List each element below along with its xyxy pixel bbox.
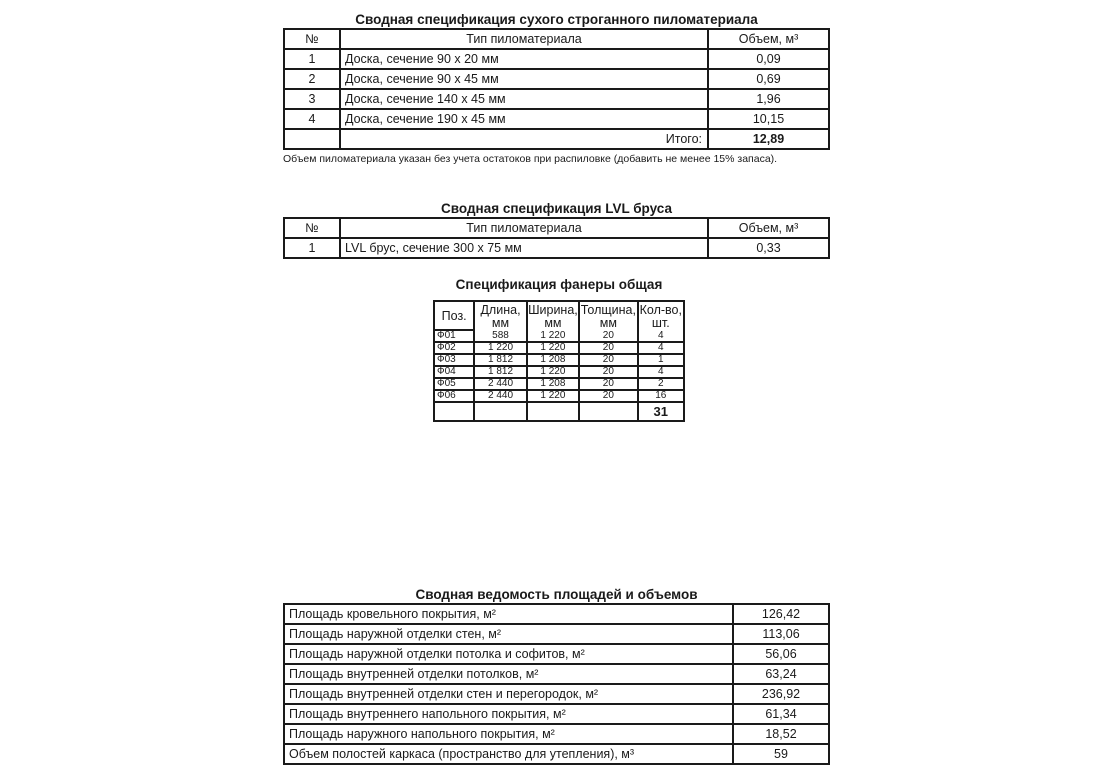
row-label: Площадь наружного напольного покрытия, м² bbox=[284, 724, 733, 744]
cell-volume: 1,96 bbox=[708, 89, 829, 109]
table-row bbox=[434, 330, 684, 342]
cell-pos: Ф01 bbox=[434, 330, 474, 342]
areas-volumes-table bbox=[283, 603, 830, 765]
header-line2: мм bbox=[475, 317, 525, 329]
row-label: Объем полостей каркаса (пространство для утепления), м³ bbox=[284, 744, 733, 764]
row-label: Площадь внутренней отделки стен и перегородок, м² bbox=[284, 684, 733, 704]
header-line2: мм bbox=[528, 317, 578, 329]
cell-empty bbox=[434, 402, 474, 421]
table-row bbox=[284, 89, 829, 109]
cell-length: 1 812 bbox=[474, 354, 526, 366]
column-header-qty bbox=[638, 301, 684, 330]
cell-num: 1 bbox=[284, 238, 340, 258]
cell-type: LVL брус, сечение 300 x 75 мм bbox=[340, 238, 708, 258]
cell-width: 1 220 bbox=[527, 330, 579, 342]
cell-volume: 0,69 bbox=[708, 69, 829, 89]
column-header-volume: Объем, м³ bbox=[708, 29, 829, 49]
table-row bbox=[284, 49, 829, 69]
table-row bbox=[434, 390, 684, 402]
cell-type: Доска, сечение 90 x 20 мм bbox=[340, 49, 708, 69]
lumber-note: Объем пиломатериала указан без учета остатоков при распиловке (добавить не менее 15% запаса). bbox=[283, 153, 778, 165]
lvl-spec-title: Сводная спецификация LVL бруса bbox=[441, 201, 672, 216]
lvl-spec-table bbox=[283, 217, 830, 259]
total-value: 12,89 bbox=[708, 129, 829, 149]
cell-pos: Ф03 bbox=[434, 354, 474, 366]
cell-length: 2 440 bbox=[474, 390, 526, 402]
column-header-type: Тип пиломатериала bbox=[340, 218, 708, 238]
cell-pos: Ф05 bbox=[434, 378, 474, 390]
cell-qty: 4 bbox=[638, 330, 684, 342]
cell-width: 1 220 bbox=[527, 390, 579, 402]
table-row bbox=[284, 744, 829, 764]
cell-qty: 16 bbox=[638, 390, 684, 402]
cell-qty: 1 bbox=[638, 354, 684, 366]
row-label: Площадь наружной отделки потолка и софитов, м² bbox=[284, 644, 733, 664]
table-total-row bbox=[434, 402, 684, 421]
table-header-row bbox=[284, 29, 829, 49]
table-row bbox=[284, 664, 829, 684]
header-line1: Толщина, bbox=[580, 303, 636, 317]
lumber-spec-table bbox=[283, 28, 830, 150]
cell-type: Доска, сечение 90 x 45 мм bbox=[340, 69, 708, 89]
table-row bbox=[284, 684, 829, 704]
cell-thickness: 20 bbox=[579, 366, 637, 378]
cell-pos: Ф04 bbox=[434, 366, 474, 378]
table-row bbox=[434, 378, 684, 390]
cell-num: 3 bbox=[284, 89, 340, 109]
row-label: Площадь внутренней отделки потолков, м² bbox=[284, 664, 733, 684]
column-header-length bbox=[474, 301, 526, 330]
row-value: 59 bbox=[733, 744, 829, 764]
cell-length: 2 440 bbox=[474, 378, 526, 390]
cell-length: 588 bbox=[474, 330, 526, 342]
total-label: Итого: bbox=[340, 129, 708, 149]
cell-length: 1 220 bbox=[474, 342, 526, 354]
cell-thickness: 20 bbox=[579, 330, 637, 342]
row-value: 61,34 bbox=[733, 704, 829, 724]
cell-empty bbox=[284, 129, 340, 149]
table-row bbox=[284, 604, 829, 624]
cell-type: Доска, сечение 190 x 45 мм bbox=[340, 109, 708, 129]
column-header-width bbox=[527, 301, 579, 330]
cell-qty: 4 bbox=[638, 366, 684, 378]
cell-width: 1 220 bbox=[527, 366, 579, 378]
cell-num: 2 bbox=[284, 69, 340, 89]
header-line2: шт. bbox=[639, 317, 683, 329]
table-total-row bbox=[284, 129, 829, 149]
header-line1: Кол-во, bbox=[639, 303, 682, 317]
areas-volumes-title: Сводная ведомость площадей и объемов bbox=[415, 587, 698, 602]
cell-length: 1 812 bbox=[474, 366, 526, 378]
column-header-type: Тип пиломатериала bbox=[340, 29, 708, 49]
row-label: Площадь кровельного покрытия, м² bbox=[284, 604, 733, 624]
cell-qty: 2 bbox=[638, 378, 684, 390]
cell-width: 1 208 bbox=[527, 354, 579, 366]
table-row bbox=[284, 624, 829, 644]
column-header-pos: Поз. bbox=[434, 301, 474, 330]
cell-num: 4 bbox=[284, 109, 340, 129]
cell-width: 1 208 bbox=[527, 378, 579, 390]
column-header-num: № bbox=[284, 218, 340, 238]
column-header-volume: Объем, м³ bbox=[708, 218, 829, 238]
cell-empty bbox=[474, 402, 526, 421]
lvl-spec-section bbox=[283, 201, 830, 259]
table-row bbox=[434, 366, 684, 378]
plywood-spec-table bbox=[433, 300, 685, 422]
cell-volume: 0,33 bbox=[708, 238, 829, 258]
table-row bbox=[284, 644, 829, 664]
row-value: 18,52 bbox=[733, 724, 829, 744]
cell-thickness: 20 bbox=[579, 390, 637, 402]
table-row bbox=[434, 354, 684, 366]
column-header-num: № bbox=[284, 29, 340, 49]
cell-empty bbox=[579, 402, 637, 421]
row-value: 126,42 bbox=[733, 604, 829, 624]
cell-pos: Ф02 bbox=[434, 342, 474, 354]
table-row bbox=[284, 109, 829, 129]
header-line1: Ширина, bbox=[528, 303, 578, 317]
row-value: 113,06 bbox=[733, 624, 829, 644]
cell-volume: 10,15 bbox=[708, 109, 829, 129]
cell-empty bbox=[527, 402, 579, 421]
cell-thickness: 20 bbox=[579, 354, 637, 366]
cell-width: 1 220 bbox=[527, 342, 579, 354]
plywood-spec-section bbox=[433, 277, 685, 422]
table-row bbox=[284, 724, 829, 744]
lumber-spec-title: Сводная спецификация сухого строганного пиломатериала bbox=[355, 12, 758, 27]
total-qty: 31 bbox=[638, 402, 684, 421]
cell-type: Доска, сечение 140 x 45 мм bbox=[340, 89, 708, 109]
header-line2: мм bbox=[580, 317, 636, 329]
row-label: Площадь наружной отделки стен, м² bbox=[284, 624, 733, 644]
cell-num: 1 bbox=[284, 49, 340, 69]
cell-thickness: 20 bbox=[579, 378, 637, 390]
row-value: 236,92 bbox=[733, 684, 829, 704]
cell-volume: 0,09 bbox=[708, 49, 829, 69]
column-header-thickness bbox=[579, 301, 637, 330]
cell-thickness: 20 bbox=[579, 342, 637, 354]
plywood-spec-title: Спецификация фанеры общая bbox=[455, 277, 663, 292]
lumber-spec-section bbox=[283, 12, 830, 165]
table-row bbox=[284, 238, 829, 258]
cell-qty: 4 bbox=[638, 342, 684, 354]
row-value: 63,24 bbox=[733, 664, 829, 684]
header-line1: Длина, bbox=[480, 303, 521, 317]
cell-pos: Ф06 bbox=[434, 390, 474, 402]
areas-volumes-section bbox=[283, 587, 830, 765]
row-label: Площадь внутреннего напольного покрытия, м² bbox=[284, 704, 733, 724]
table-row bbox=[284, 704, 829, 724]
table-header-row bbox=[284, 218, 829, 238]
table-row bbox=[434, 342, 684, 354]
table-row bbox=[284, 69, 829, 89]
row-value: 56,06 bbox=[733, 644, 829, 664]
table-header-row bbox=[434, 301, 684, 330]
